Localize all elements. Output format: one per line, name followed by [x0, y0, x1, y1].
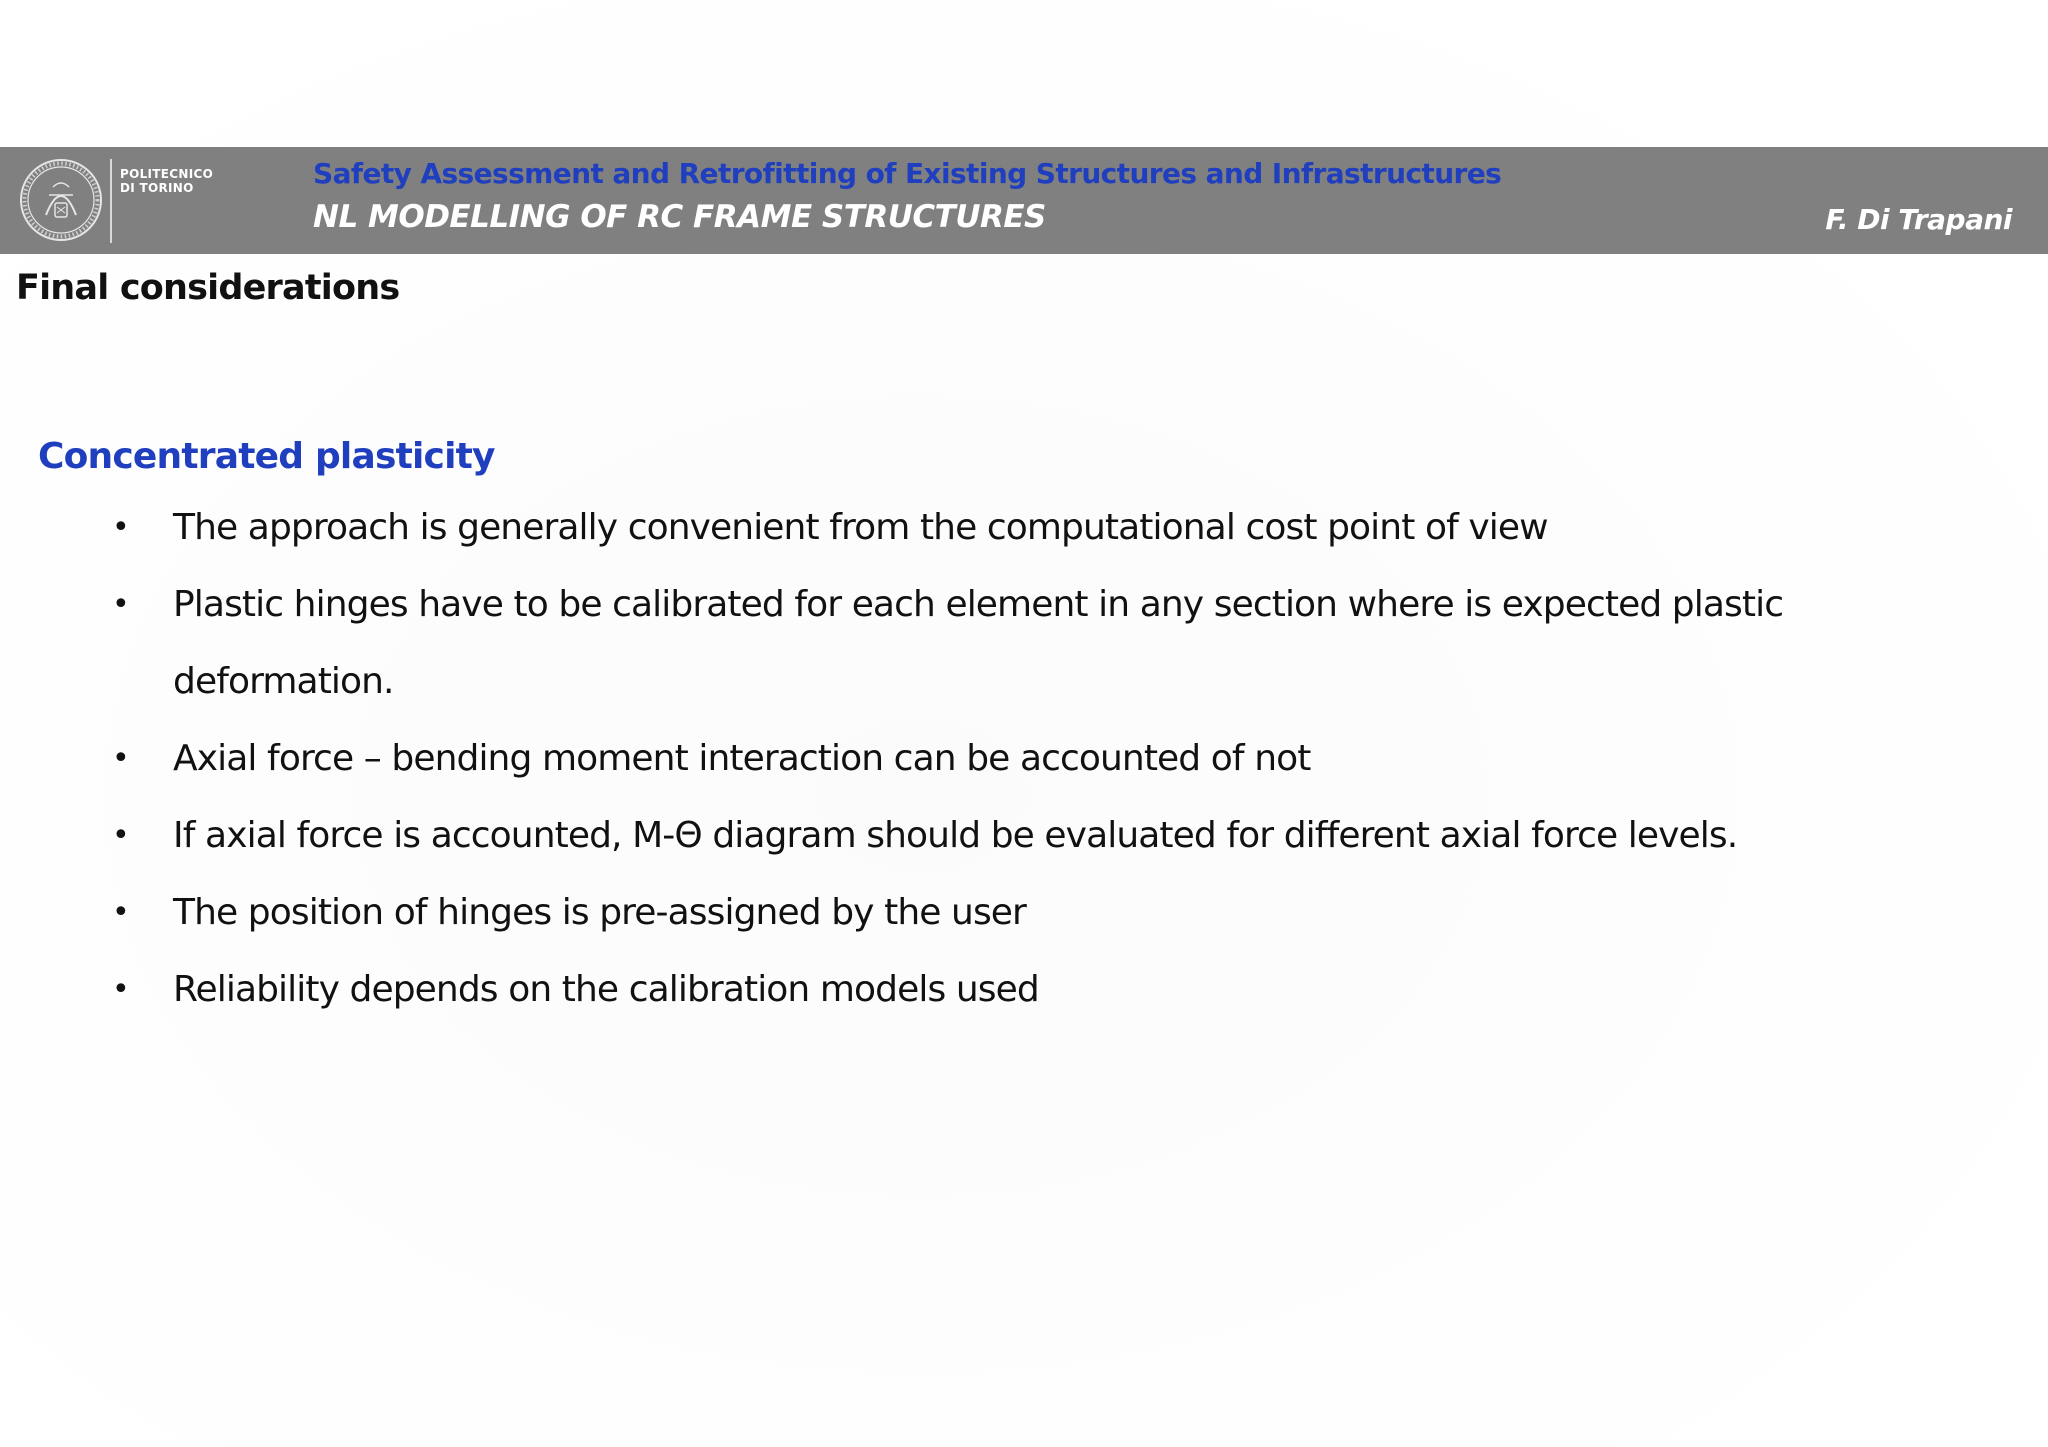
- bullet-text: If axial force is accounted, M-Θ diagram should be evaluated for different axial force levels.: [173, 815, 1738, 856]
- bullet-text: The position of hinges is pre-assigned by the user: [173, 892, 1026, 933]
- bullet-text: The approach is generally convenient from the computational cost point of view: [173, 507, 1548, 548]
- bullet-marker: •: [112, 741, 129, 776]
- politecnico-seal-icon: [18, 157, 104, 243]
- bullet-marker: •: [112, 510, 129, 545]
- bullet-marker: •: [112, 587, 129, 622]
- logo-line-1: POLITECNICO: [120, 167, 214, 181]
- bullet-marker: •: [112, 972, 129, 1007]
- bullet-text: Axial force – bending moment interaction can be accounted of not: [173, 738, 1311, 779]
- slide-title: Final considerations: [16, 268, 400, 308]
- section-heading: Concentrated plasticity: [38, 436, 495, 477]
- university-logo: [18, 155, 218, 247]
- header-bar: [0, 147, 2048, 254]
- bullet-text: Plastic hinges have to be calibrated for each element in any section where is expected plastic: [173, 584, 1784, 625]
- logo-line-2: DI TORINO: [120, 181, 194, 195]
- logo-wordmark: [120, 167, 213, 195]
- lecture-title: NL MODELLING OF RC FRAME STRUCTURES: [313, 199, 1046, 235]
- bullet-marker: •: [112, 818, 129, 853]
- course-title: Safety Assessment and Retrofitting of Existing Structures and Infrastructures: [313, 157, 1502, 190]
- author-name: F. Di Trapani: [1825, 203, 2012, 236]
- bullet-marker: •: [112, 895, 129, 930]
- logo-divider: [110, 159, 112, 243]
- bullet-text: deformation.: [173, 661, 394, 702]
- bullet-text: Reliability depends on the calibration models used: [173, 969, 1039, 1010]
